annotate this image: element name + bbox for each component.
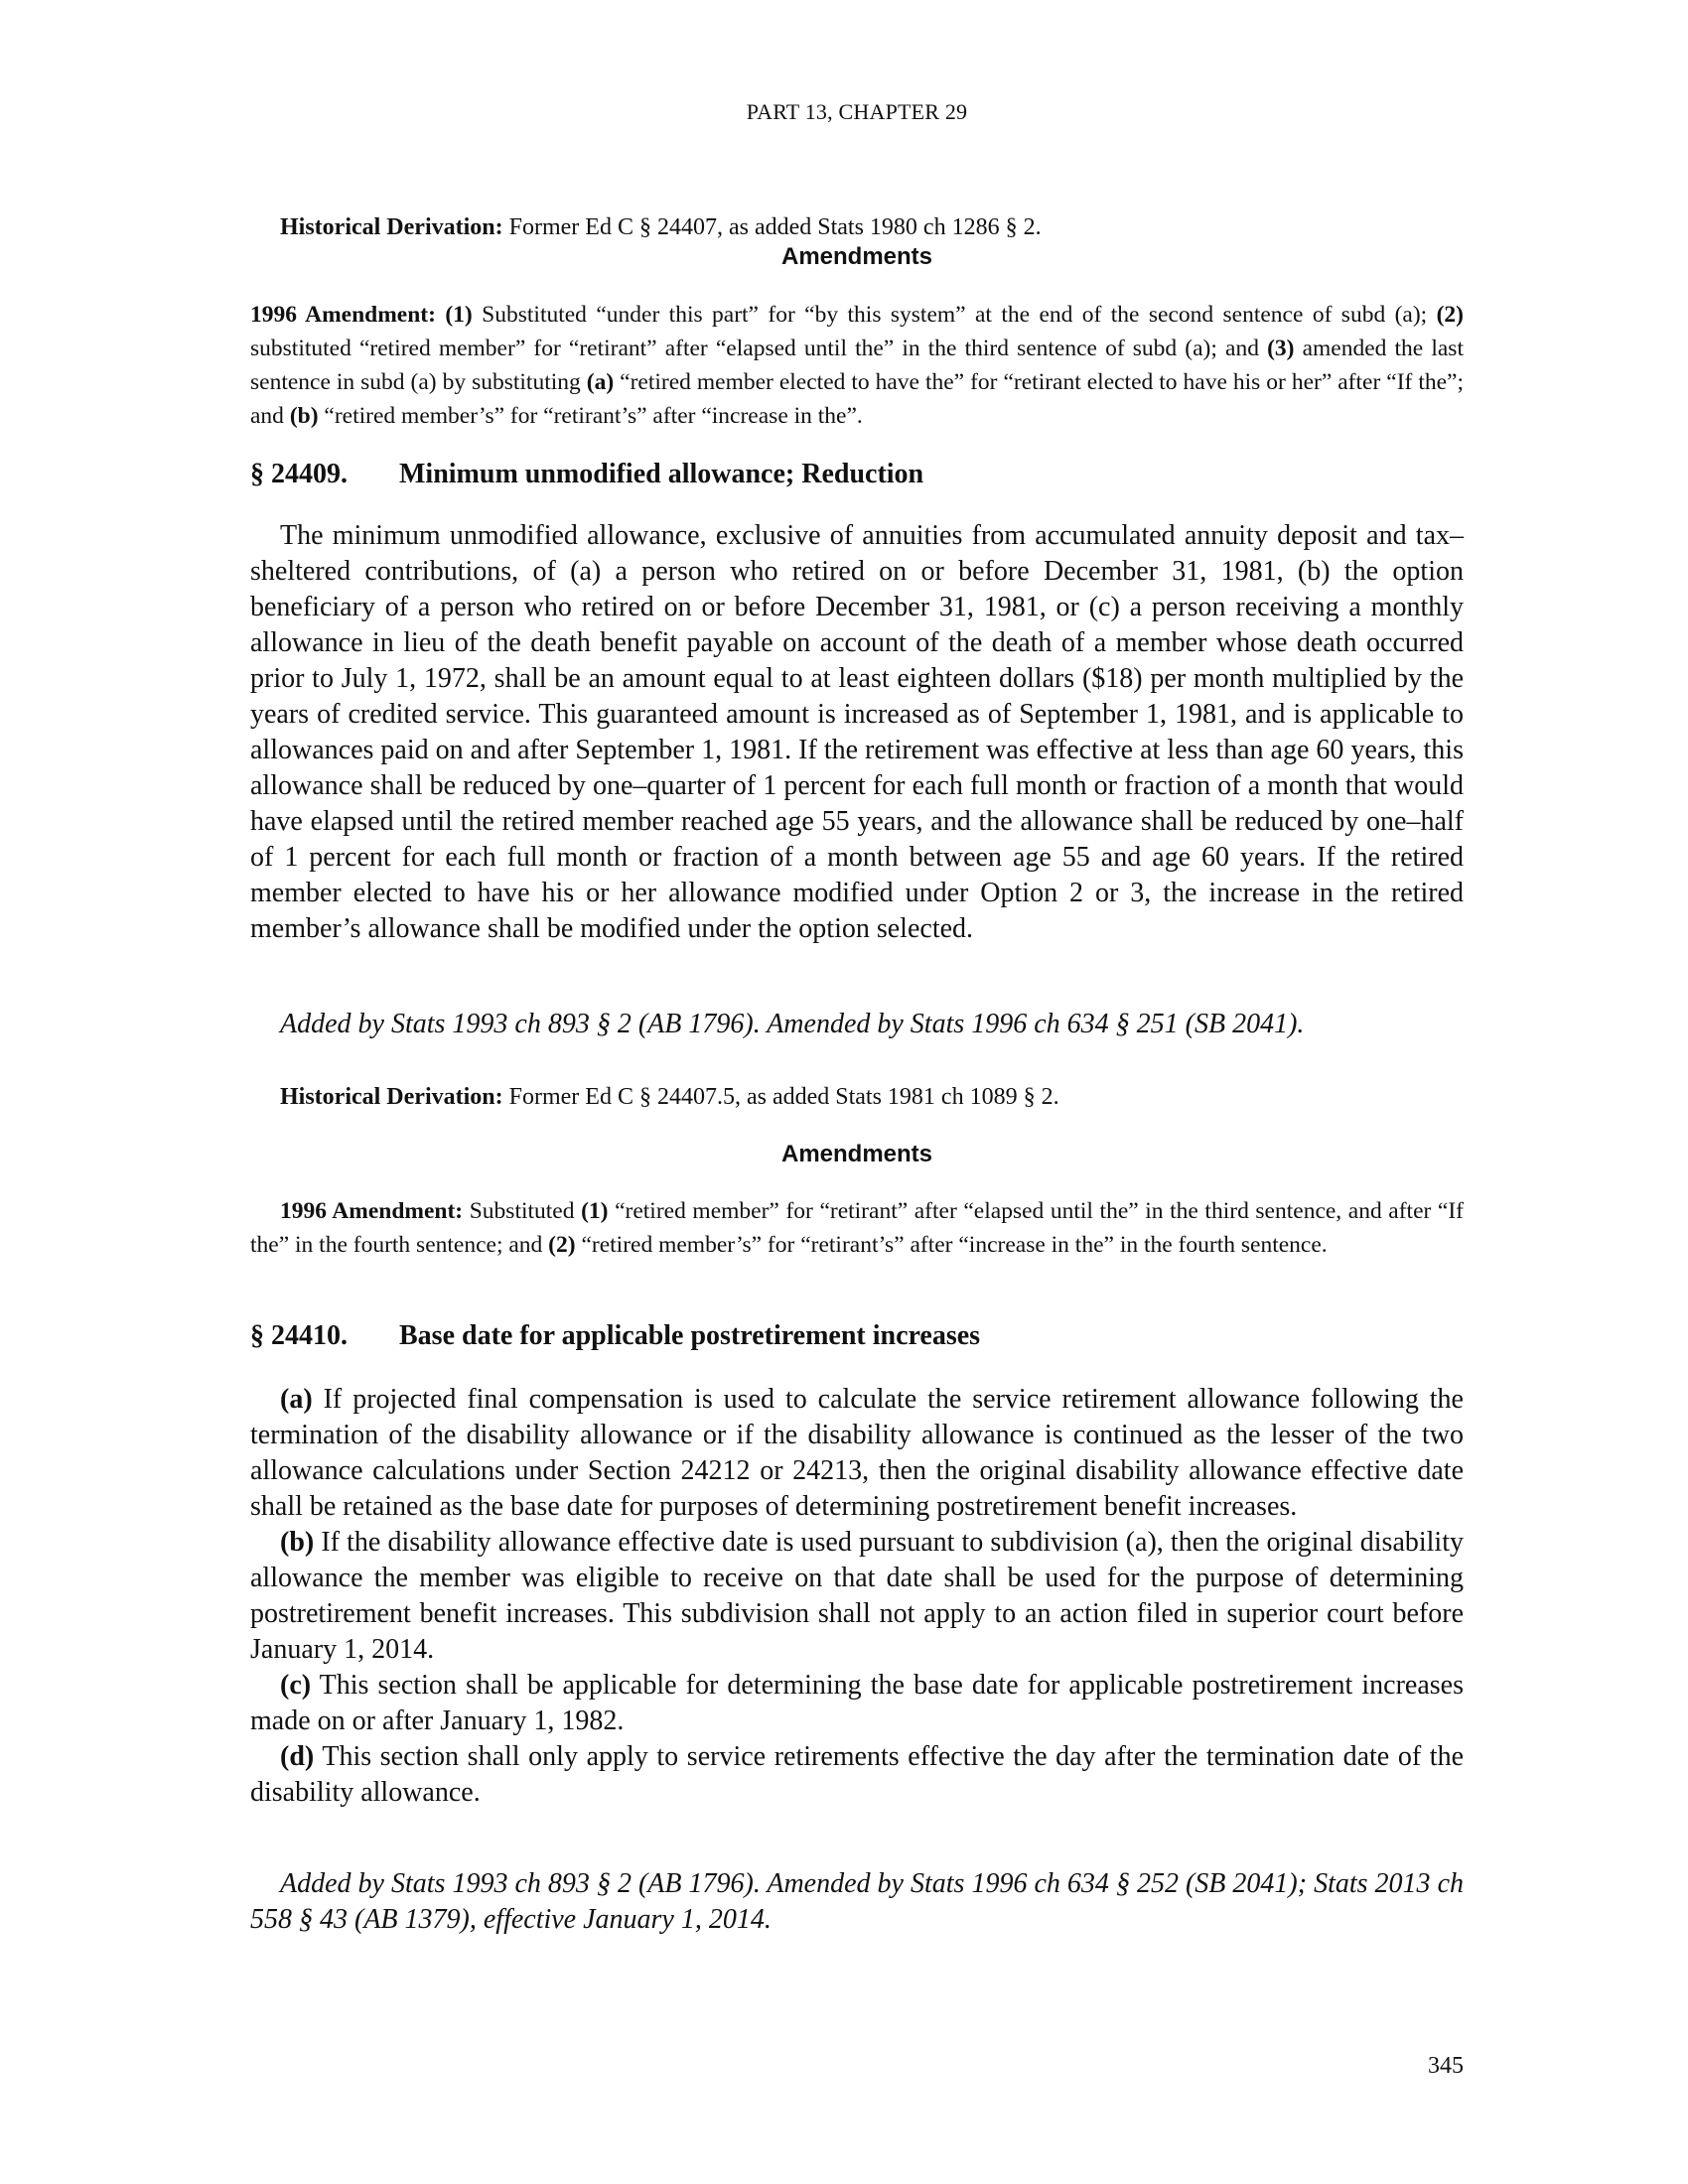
- amendment-label: 1996 Amendment:: [280, 1198, 464, 1224]
- running-head: PART 13, CHAPTER 29: [746, 99, 968, 124]
- section-number: § 24409.: [250, 459, 348, 489]
- section-24410-credit: Added by Stats 1993 ch 893 § 2 (AB 1796). Amended by Stats 1996 ch 634 § 252 (SB 2041); Stats 2013 ch 558 § 43 (AB 1379), effective January 1, 2014.: [250, 1868, 1464, 1935]
- amendments-heading-2: Amendments: [780, 1141, 933, 1167]
- section-24409-body: [250, 518, 1464, 947]
- historical-derivation-label: Historical Derivation:: [280, 1084, 503, 1110]
- section-24410-heading: [250, 1320, 1464, 1352]
- historical-derivation-label: Historical Derivation:: [280, 214, 503, 240]
- historical-derivation-text: Former Ed C § 24407, as added Stats 1980 ch 1286 § 2.: [502, 214, 1042, 240]
- section-body-text: The minimum unmodified allowance, exclusive of annuities from accumulated annuity deposit and tax–sheltered contributions, of (a) a person who retired on or before December 31, 1981, (b) the option beneficiary of a person who retired on or before December 31, 1981, or (c) a person receiving a monthly allowance in lieu of the death benefit payable on account of the death of a member whose death occurred prior to July 1, 1972, shall be an amount equal to at least eighteen dollars ($18) per month multiplied by the years of credited service. This guaranteed amount is increased as of September 1, 1981, and is applicable to allowances paid on and after September 1, 1981. If the retirement was effective at less than age 60 years, this allowance shall be reduced by one–quarter of 1 percent for each full month or fraction of a month that would have elapsed until the retired member reached age 55 years, and the allowance shall be reduced by one–half of 1 percent for each full month or fraction of a month between age 55 and age 60 years. If the retired member elected to have his or her allowance modified under Option 2 or 3, the increase in the retired member’s allowance shall be modified under the option selected.: [250, 520, 1464, 944]
- subdivision-d: (d) This section shall only apply to service retirements effective the day after the termination date of the disability allowance.: [250, 1741, 1464, 1808]
- historical-derivation-2: [250, 1080, 1464, 1114]
- section-title: Minimum unmodified allowance; Reduction: [399, 459, 924, 489]
- amendment-label: 1996 Amendment:: [250, 302, 436, 328]
- section-title: Base date for applicable postretirement increases: [399, 1320, 981, 1351]
- subdivision-a: (a) If projected final compensation is used to calculate the service retirement allowance following the termination of the disability allowance or if the disability allowance is continued as the lesser of the two allowance calculations under Section 24212 or 24213, then the original disability allowance effective date shall be retained as the base date for purposes of determining postretirement benefit increases.: [250, 1384, 1464, 1522]
- subdivision-c: (c) This section shall be applicable for determining the base date for applicable postretirement increases made on or after January 1, 1982.: [250, 1670, 1464, 1736]
- amendments-heading-1: Amendments: [780, 243, 933, 270]
- subdivision-b: (b) If the disability allowance effective date is used pursuant to subdivision (a), then the original disability allowance the member was eligible to receive on that date shall be used for the purpose of determining postretirement benefit increases. This subdivision shall not apply to an action filed in superior court before January 1, 2014.: [250, 1527, 1464, 1665]
- section-number: § 24410.: [250, 1320, 348, 1351]
- amendment-note-1: 1996 Amendment: (1) Substituted “under this part” for “by this system” at the end of the second sentence of subd (a); (2) substituted “retired member” for “retirant” after “elapsed until the” in the third sentence of subd (a); and (3) amended the last sentence in subd (a) by substituting (a) “retired member elected to have the” for “retirant elected to have his or her” after “If the”; and (b) “retired member’s” for “retirant’s” after “increase in the”.: [250, 302, 1465, 429]
- section-24409-heading: [250, 459, 1464, 490]
- historical-derivation-1: [250, 210, 1464, 244]
- section-24409-credit: Added by Stats 1993 ch 893 § 2 (AB 1796). Amended by Stats 1996 ch 634 § 251 (SB 2041).: [280, 1009, 1305, 1039]
- amendment-note-2: 1996 Amendment: Substituted (1) “retired member” for “retirant” after “elapsed until the” in the third sentence, and after “If the” in the fourth sentence; and (2) “retired member’s” for “retirant’s” after “increase in the” in the fourth sentence.: [250, 1198, 1465, 1258]
- historical-derivation-text: Former Ed C § 24407.5, as added Stats 1981 ch 1089 § 2.: [502, 1084, 1059, 1110]
- page-number: 345: [1428, 2053, 1464, 2079]
- section-24410-body: [250, 1382, 1464, 1811]
